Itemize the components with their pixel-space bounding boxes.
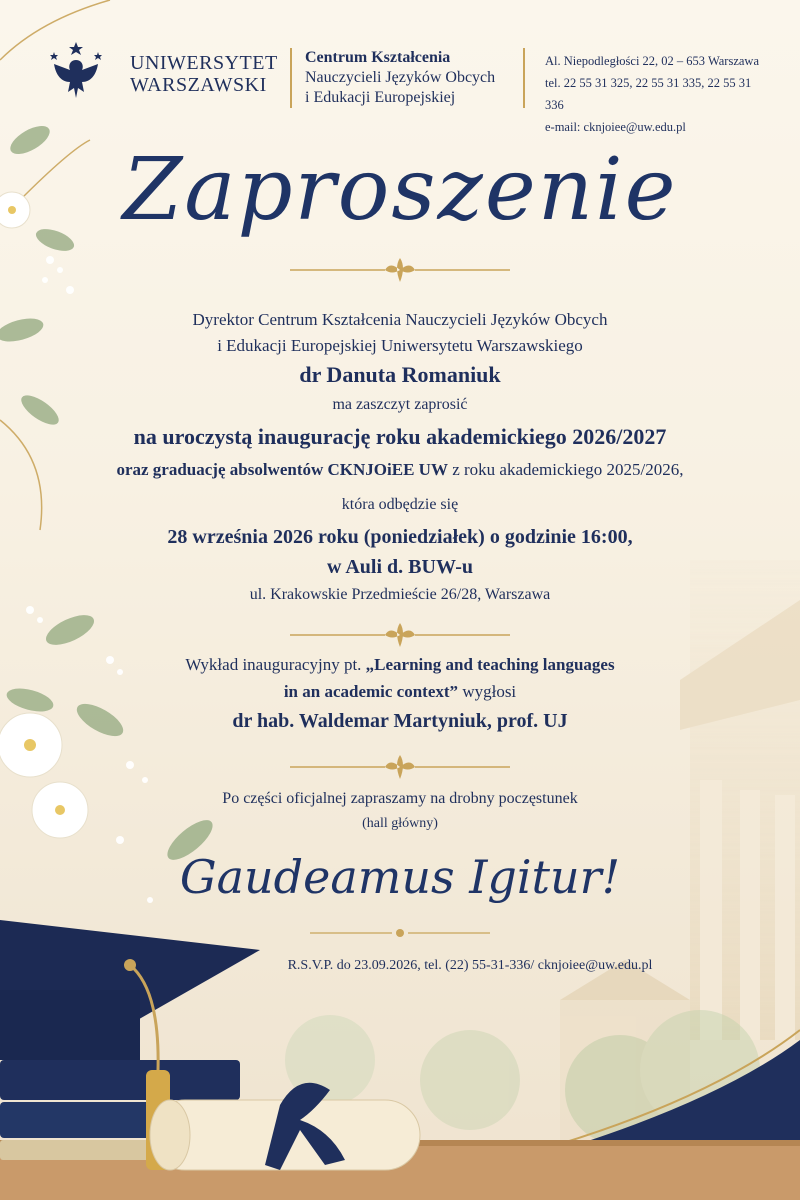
- intro-line1: Dyrektor Centrum Kształcenia Nauczycieli Języków Obcych: [192, 310, 608, 329]
- lecture-line2: [0, 682, 800, 702]
- director-name: dr Danuta Romaniuk: [299, 362, 501, 387]
- event-date: 28 września 2026 roku (poniedziałek) o godzinie 16:00,: [167, 526, 633, 548]
- lecture-title-part2: in an academic context”: [283, 682, 459, 701]
- motto: Gaudeamus Igitur!: [179, 850, 621, 904]
- reception-line2: (hall główny): [362, 816, 438, 831]
- page-title: Zaproszenie: [122, 140, 678, 240]
- divider: [290, 48, 292, 108]
- will-take-place: która odbędzie się: [341, 496, 459, 513]
- lecture-prefix: Wykład inauguracyjny pt.: [185, 655, 366, 674]
- fleur-ornament-icon: [0, 918, 800, 948]
- lecture-title-part1: „Learning and teaching languages: [365, 655, 615, 674]
- centre-name-line2: Nauczycieli Języków Obcych: [305, 69, 496, 86]
- inauguration-text: na uroczystą inaugurację roku akademickiego 2026/2027: [133, 424, 667, 449]
- event-venue: w Auli d. BUW-u: [327, 556, 473, 578]
- divider: [523, 48, 525, 108]
- university-name-line2: WARSZAWSKI: [130, 74, 267, 96]
- lecture-suffix: wygłosi: [458, 682, 517, 701]
- reception-line1: Po części oficjalnej zapraszamy na drobny poczęstunek: [222, 790, 578, 807]
- lecture-line1: [0, 655, 800, 675]
- fleur-ornament-icon: [0, 752, 800, 782]
- university-name-line1: UNIWERSYTET: [130, 52, 278, 74]
- fleur-ornament-icon: [0, 620, 800, 650]
- email-link[interactable]: e-mail: cknjoiee@uw.edu.pl: [545, 120, 686, 134]
- centre-name-line3: i Edukacji Europejskiej: [305, 89, 456, 106]
- graduation-rest: z roku akademickiego 2025/2026,: [447, 460, 684, 479]
- graduation-text: [0, 460, 800, 480]
- phone: tel. 22 55 31 325, 22 55 31 335, 22 55 31 336: [545, 76, 752, 112]
- header: [40, 40, 770, 134]
- contact-info: [545, 50, 770, 138]
- intro-line2: i Edukacji Europejskiej Uniwersytetu Warszawskiego: [217, 336, 583, 355]
- fleur-ornament-icon: [0, 255, 800, 285]
- invites-text: ma zaszczyt zaprosić: [332, 396, 468, 413]
- graduation-bold: oraz graduację absolwentów CKNJOiEE UW: [116, 460, 448, 479]
- lecture-speaker: dr hab. Waldemar Martyniuk, prof. UJ: [232, 710, 568, 732]
- rsvp-info: R.S.V.P. do 23.09.2026, tel. (22) 55-31-336/ cknjoiee@uw.edu.pl: [287, 958, 653, 973]
- address: Al. Niepodległości 22, 02 – 653 Warszawa: [545, 54, 759, 68]
- university-eagle-emblem-icon: [44, 40, 108, 104]
- centre-name-line1: Centrum Kształcenia: [305, 49, 451, 66]
- centre-name: [305, 48, 495, 108]
- university-name: [130, 52, 278, 96]
- event-street: ul. Krakowskie Przedmieście 26/28, Warszawa: [249, 586, 551, 603]
- diploma-scroll-icon: [130, 1060, 450, 1180]
